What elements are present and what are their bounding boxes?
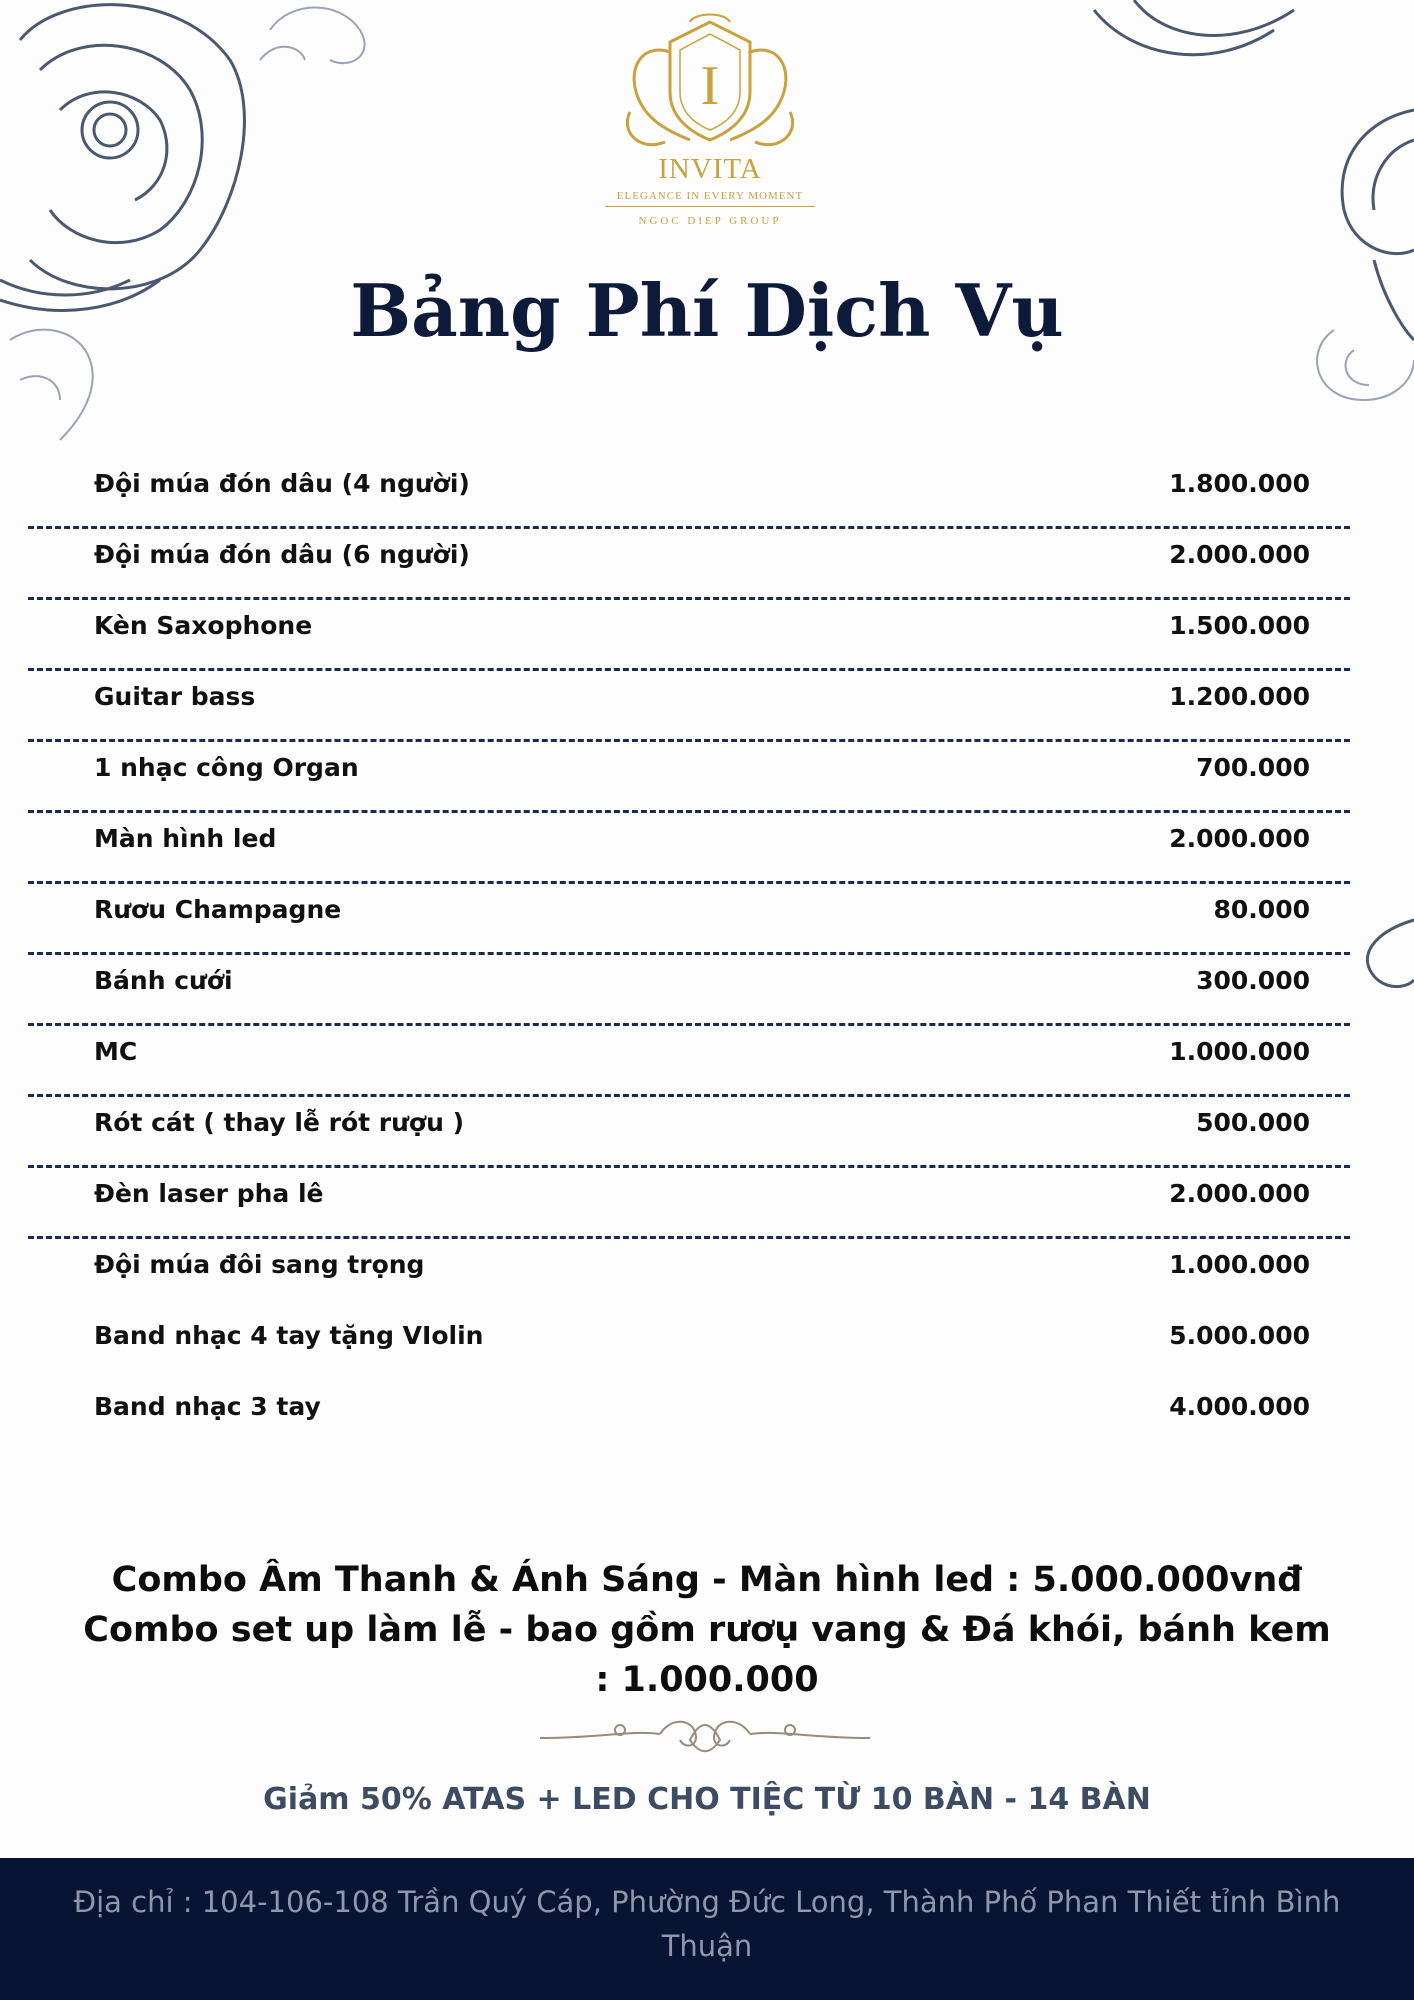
- list-item: [28, 739, 1350, 813]
- list-item: [28, 952, 1350, 1026]
- service-price: 2.000.000: [1169, 540, 1310, 569]
- service-name: Rót cát ( thay lễ rót rượu ): [94, 1108, 465, 1137]
- svg-text:I: I: [700, 55, 720, 117]
- combo-ceremony-setup: Combo set up làm lễ - bao gồm rươụ vang & Đá khói, bánh kem : 1.000.000: [83, 1610, 1331, 1700]
- list-item: [28, 1307, 1350, 1378]
- service-name: Rươu Champagne: [94, 895, 342, 924]
- list-item: [28, 881, 1350, 955]
- combo-sound-light: Combo Âm Thanh & Ánh Sáng - Màn hình led : 5.000.000vnđ: [111, 1560, 1303, 1600]
- service-name: Band nhạc 4 tay tặng VIolin: [94, 1321, 484, 1350]
- discount-notice: Giảm 50% ATAS + LED CHO TIỆC TỪ 10 BÀN - 14 BÀN: [263, 1782, 1151, 1817]
- service-name: MC: [94, 1037, 138, 1066]
- service-price: 5.000.000: [1169, 1321, 1310, 1350]
- list-item: [28, 597, 1350, 671]
- service-name: Đội múa đón dâu (6 người): [94, 540, 470, 569]
- service-price: 80.000: [1213, 895, 1310, 924]
- leaf-ornament-right: [1350, 910, 1414, 1000]
- service-name: Kèn Saxophone: [94, 611, 313, 640]
- service-price: 1.800.000: [1169, 469, 1310, 498]
- crest-icon: [610, 12, 810, 157]
- flourish-divider-icon: [540, 1710, 870, 1765]
- service-name: Đội múa đôi sang trọng: [94, 1250, 425, 1279]
- service-price: 700.000: [1196, 753, 1310, 782]
- brand-logo: [590, 12, 830, 227]
- list-item: [28, 668, 1350, 742]
- service-name: Đội múa đón dâu (4 người): [94, 469, 470, 498]
- service-price: 500.000: [1196, 1108, 1310, 1137]
- service-name: Đèn laser pha lê: [94, 1179, 324, 1208]
- list-item: [28, 1094, 1350, 1168]
- brand-group: NGOC DIEP GROUP: [638, 215, 782, 227]
- list-item: [28, 455, 1350, 529]
- service-name: Bánh cưới: [94, 966, 233, 995]
- footer-address: Địa chỉ : 104-106-108 Trần Quý Cáp, Phường Đức Long, Thành Phố Phan Thiết tỉnh Bình Thuận: [73, 1885, 1341, 1963]
- list-item: [28, 526, 1350, 600]
- service-name: Band nhạc 3 tay: [94, 1392, 321, 1421]
- brand-tagline: ELEGANCE IN EVERY MOMENT: [616, 190, 804, 202]
- service-price: 1.000.000: [1169, 1250, 1310, 1279]
- page-title: Bảng Phí Dịch Vụ: [350, 268, 1064, 353]
- footer-bar: [0, 1858, 1414, 2000]
- service-price: 300.000: [1196, 966, 1310, 995]
- service-name: Màn hình led: [94, 824, 277, 853]
- list-item: [28, 1236, 1350, 1307]
- logo-divider: [605, 206, 815, 207]
- service-price: 1.500.000: [1169, 611, 1310, 640]
- service-price: 1.200.000: [1169, 682, 1310, 711]
- service-name: 1 nhạc công Organ: [94, 753, 359, 782]
- combo-offers: [80, 1555, 1334, 1705]
- service-name: Guitar bass: [94, 682, 256, 711]
- floral-corner-top-right: [1074, 0, 1414, 420]
- list-item: [28, 1165, 1350, 1239]
- brand-name: INVITA: [658, 153, 762, 185]
- service-price: 2.000.000: [1169, 1179, 1310, 1208]
- list-item: [28, 1378, 1350, 1449]
- list-item: [28, 1023, 1350, 1097]
- service-price: 4.000.000: [1169, 1392, 1310, 1421]
- service-price: 2.000.000: [1169, 824, 1310, 853]
- floral-corner-top-left: [0, 0, 400, 470]
- service-price: 1.000.000: [1169, 1037, 1310, 1066]
- list-item: [28, 810, 1350, 884]
